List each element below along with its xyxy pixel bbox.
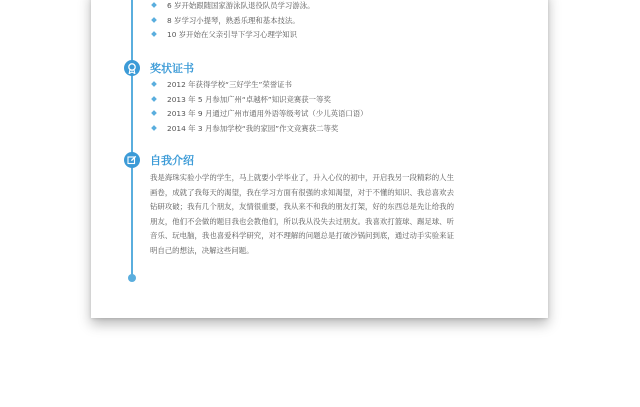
list-item-text: 10 岁开始在父亲引导下学习心理学知识 <box>167 30 298 39</box>
intro-paragraph: 我是海珠实验小学的学生，马上就要小学毕业了，升入心仪的初中，开启我另一段精彩的人生画卷，成就了我每天的渴望，我在学习方面有很强的求知渴望，对于不懂的知识、我总喜欢去钻研攻破；我有几个朋友，友情很重要，我从来不和我的朋友打架，好的东西总是先让给我的朋友，他们不会做的题目我也会教他们，所以我从没失去过朋友。我喜欢打篮球、踢足球、听音乐、玩电脑，我也喜爱科学研究，对不理解的问题总是打破沙锅问到底，通过动手实验来证明自己的想法，决解这些问题。 <box>150 173 454 255</box>
list-item <box>150 107 368 122</box>
timeline-line <box>131 0 133 276</box>
diamond-bullet-icon <box>151 96 157 102</box>
list-item <box>150 78 368 93</box>
timeline-end-dot <box>128 274 136 282</box>
list-item-text: 2013 年 9 月通过广州市通用外语等级考试（少儿英语口语） <box>167 109 368 118</box>
list-item-text: 8 岁学习小提琴，熟悉乐理和基本技法。 <box>167 15 300 25</box>
intro-section-title: 自我介绍 <box>150 154 194 167</box>
list-item <box>150 28 314 43</box>
list-item-text: 6 岁开始跟随国家游泳队退役队员学习游泳。 <box>167 1 315 10</box>
list-item <box>150 93 368 108</box>
edit-icon <box>124 152 140 168</box>
awards-list <box>150 78 368 136</box>
list-item <box>150 0 314 14</box>
diamond-bullet-icon <box>151 2 157 8</box>
list-item-text: 2013 年 5 月参加广州“卓越杯”知识竞赛获一等奖 <box>167 94 331 104</box>
skills-list <box>150 0 314 43</box>
list-item-text: 2012 年获得学校“三好学生”荣誉证书 <box>167 80 292 89</box>
list-item-text: 2014 年 3 月参加学校“我的家园”作文竞赛获二等奖 <box>167 123 339 133</box>
diamond-bullet-icon <box>151 31 157 37</box>
awards-section-title: 奖状证书 <box>150 62 194 75</box>
medal-icon <box>124 60 140 76</box>
diamond-bullet-icon <box>151 17 157 23</box>
list-item <box>150 14 314 29</box>
list-item <box>150 122 368 137</box>
diamond-bullet-icon <box>151 81 157 87</box>
diamond-bullet-icon <box>151 110 157 116</box>
diamond-bullet-icon <box>151 125 157 131</box>
